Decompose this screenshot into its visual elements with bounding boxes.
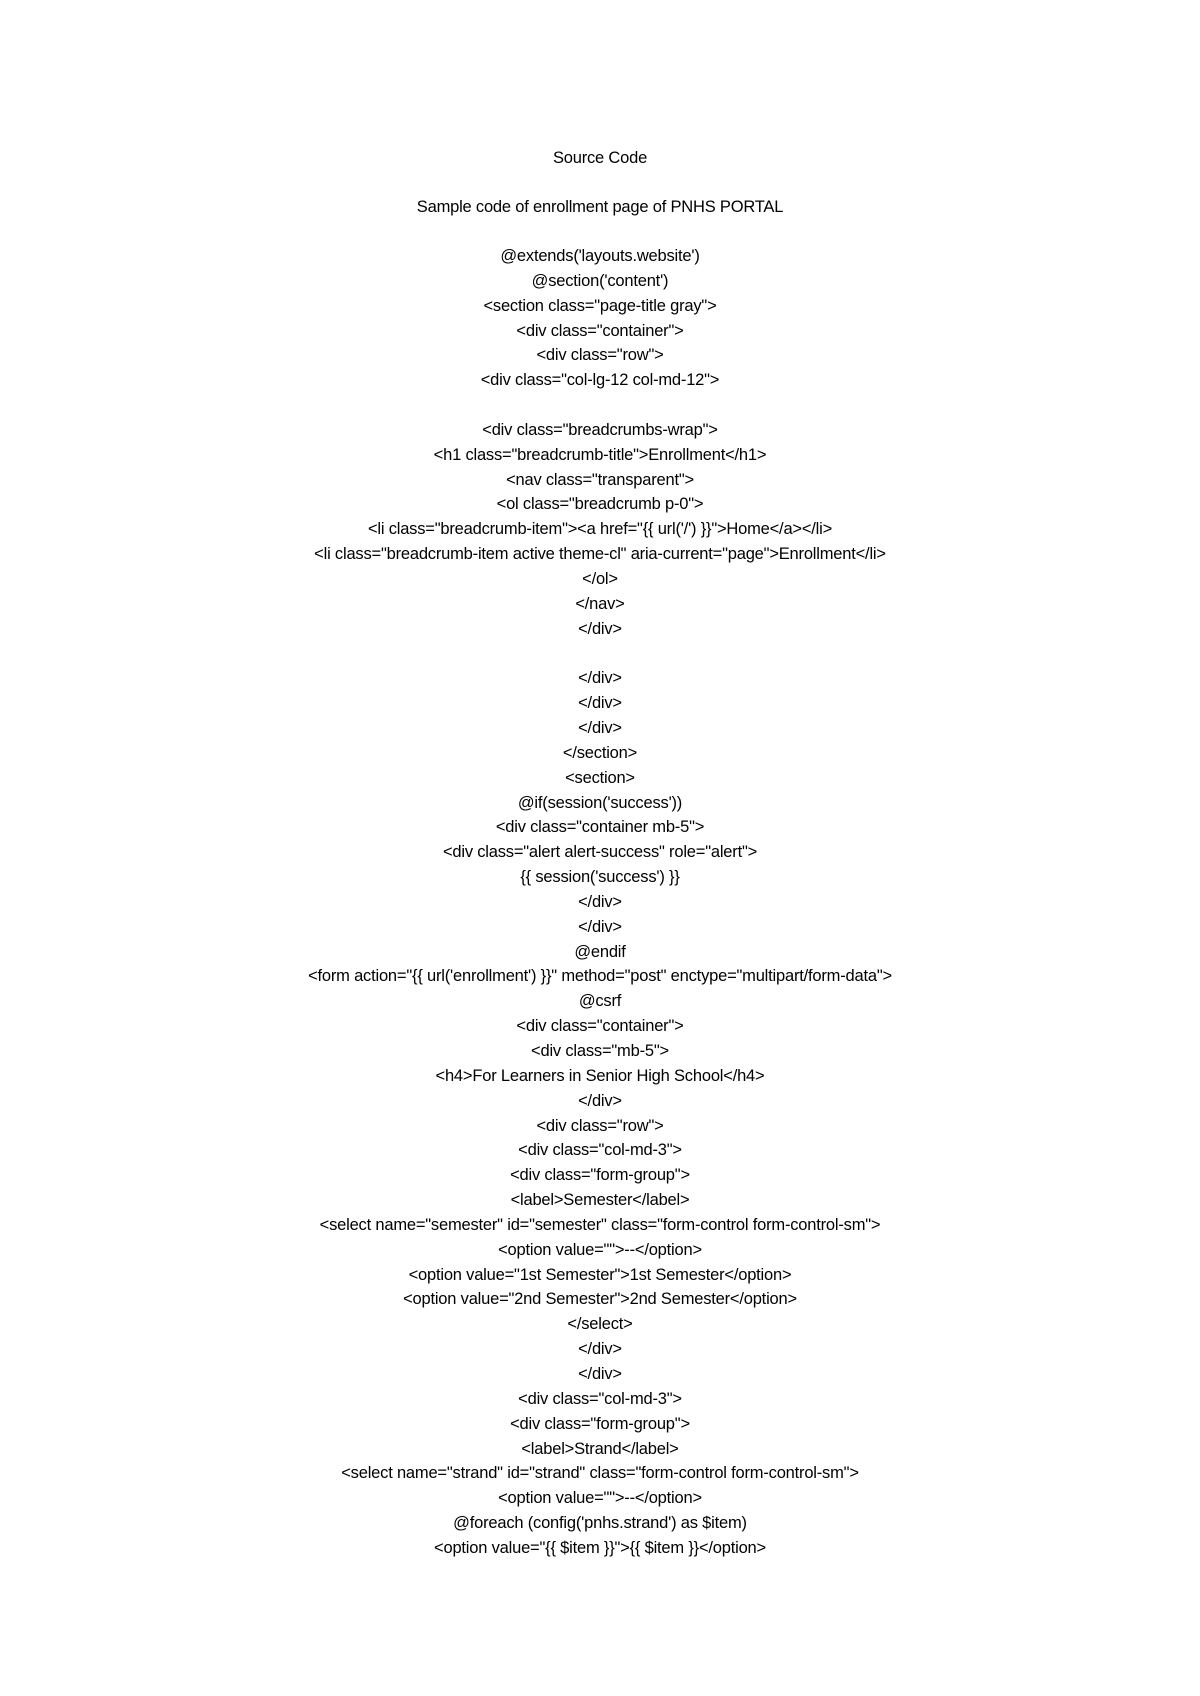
code-line: @extends('layouts.website'): [500, 247, 700, 265]
code-line: <h4>For Learners in Senior High School</h4>: [435, 1066, 765, 1085]
code-line: <option value="1st Semester">1st Semester</option>: [408, 1265, 792, 1284]
code-line: </div>: [578, 619, 622, 638]
code-line: <div class="col-md-3">: [518, 1141, 682, 1160]
code-line: <div class="row">: [536, 1116, 664, 1135]
code-line: <option value="">--</option>: [498, 1240, 702, 1259]
code-line: <h1 class="breadcrumb-title">Enrollment</h1>: [433, 445, 767, 464]
code-line: <div class="form-group">: [510, 1166, 690, 1185]
code-line: </div>: [578, 917, 622, 936]
code-line: <section>: [565, 768, 635, 787]
code-line: {{ session('success') }}: [520, 868, 680, 887]
code-line: </div>: [578, 1340, 622, 1359]
code-line: @foreach (config('pnhs.strand') as $item): [453, 1514, 747, 1533]
code-line: <div class="col-md-3">: [518, 1389, 682, 1408]
code-line: </div>: [578, 892, 622, 911]
code-line: <div class="container mb-5">: [495, 818, 705, 837]
code-line: <option value="{{ $item }}">{{ $item }}</option>: [434, 1538, 766, 1557]
code-line: </div>: [578, 1364, 622, 1383]
code-line: <form action="{{ url('enrollment') }}" method="post" enctype="multipart/form-data">: [308, 967, 892, 986]
code-line: <option value="2nd Semester">2nd Semester</option>: [403, 1290, 797, 1309]
code-line: <section class="page-title gray">: [483, 296, 717, 315]
code-line: <li class="breadcrumb-item"><a href="{{ url('/') }}">Home</a></li>: [367, 520, 833, 539]
document-subtitle: Sample code of enrollment page of PNHS PORTAL: [416, 198, 784, 216]
code-line: @csrf: [578, 992, 622, 1011]
code-line: <div class="container">: [516, 321, 684, 340]
code-line: <div class="form-group">: [510, 1414, 690, 1433]
code-line: <div class="mb-5">: [531, 1042, 669, 1060]
code-line: <option value="">--</option>: [498, 1489, 702, 1508]
code-line: <label>Strand</label>: [521, 1439, 679, 1458]
code-line: </div>: [578, 694, 622, 713]
code-line: <select name="strand" id="strand" class="form-control form-control-sm">: [341, 1464, 859, 1483]
code-line: <div class="breadcrumbs-wrap">: [482, 420, 718, 439]
code-line: <label>Semester</label>: [510, 1191, 690, 1210]
code-line: <nav class="transparent">: [506, 470, 694, 489]
code-line: </div>: [578, 1091, 622, 1110]
code-line: </section>: [562, 743, 638, 762]
code-line: </div>: [578, 719, 622, 738]
document-body: [0, 146, 1200, 1561]
code-line: @if(session('success')): [517, 793, 683, 812]
code-line: <div class="row">: [536, 346, 664, 365]
document-title: Source Code: [552, 149, 648, 167]
source-code-block: [0, 244, 1200, 1561]
code-line: <div class="container">: [516, 1017, 684, 1036]
code-line: </select>: [567, 1315, 633, 1334]
code-line: <li class="breadcrumb-item active theme-cl" aria-current="page">Enrollment</li>: [314, 545, 886, 564]
blank-code-line: [0, 393, 1200, 418]
blank-code-line: [0, 642, 1200, 667]
code-line: <select name="semester" id="semester" class="form-control form-control-sm">: [319, 1215, 881, 1234]
code-line: <div class="alert alert-success" role="alert">: [442, 843, 758, 862]
code-line: @section('content'): [531, 271, 669, 290]
code-line: </ol>: [582, 569, 618, 588]
code-line: @endif: [574, 942, 626, 961]
code-line: <div class="col-lg-12 col-md-12">: [480, 371, 720, 390]
code-line: </div>: [578, 669, 622, 688]
code-line: </nav>: [575, 594, 625, 613]
code-line: <ol class="breadcrumb p-0">: [496, 495, 704, 514]
